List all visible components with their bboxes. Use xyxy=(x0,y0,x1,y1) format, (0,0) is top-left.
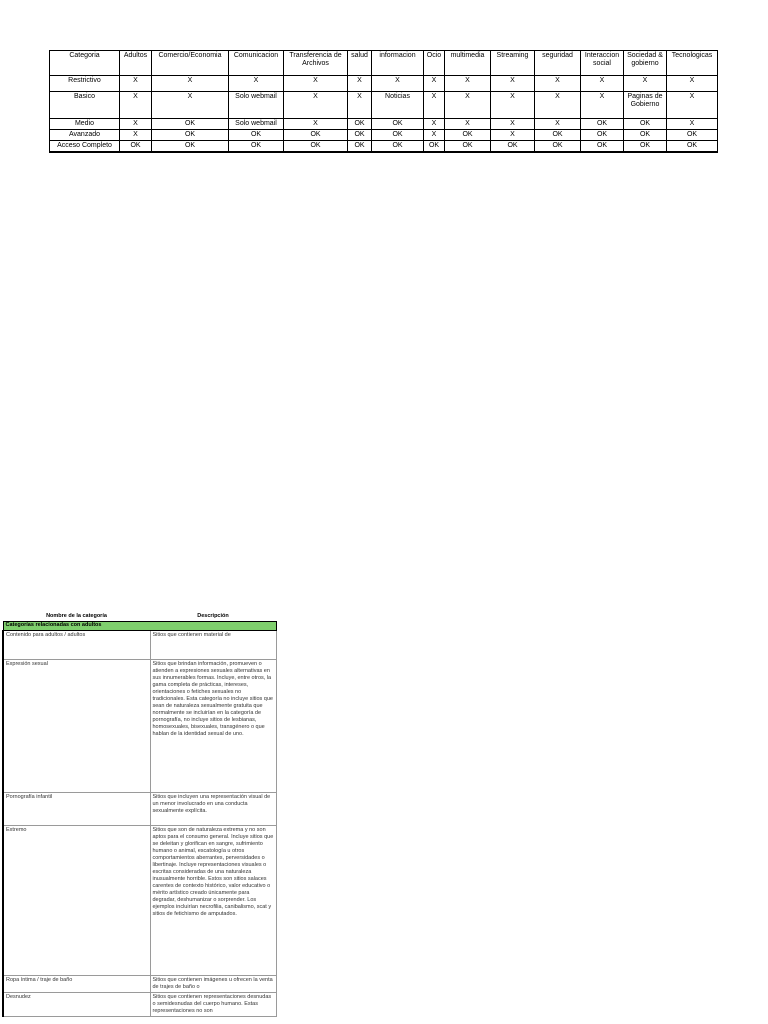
access-matrix-table xyxy=(49,50,718,153)
category-name: Desnudez xyxy=(3,993,150,1017)
matrix-cell: X xyxy=(667,92,718,119)
matrix-cell: X xyxy=(284,76,348,92)
matrix-cell: X xyxy=(372,76,424,92)
matrix-cell: X xyxy=(424,130,445,141)
matrix-header-cell: Comunicacion xyxy=(229,51,284,76)
matrix-cell: OK xyxy=(152,130,229,141)
matrix-cell: OK xyxy=(229,141,284,153)
matrix-cell: OK xyxy=(424,141,445,153)
category-description: Sitios que contienen material de xyxy=(150,631,276,660)
matrix-cell: OK xyxy=(372,119,424,130)
matrix-cell: OK xyxy=(372,130,424,141)
category-name: Contenido para adultos / adultos xyxy=(3,631,150,660)
matrix-header-cell: Sociedad & gobierno xyxy=(624,51,667,76)
matrix-cell: OK xyxy=(152,119,229,130)
matrix-cell: OK xyxy=(284,141,348,153)
matrix-cell: OK xyxy=(348,141,372,153)
matrix-row xyxy=(50,92,718,119)
matrix-cell: OK xyxy=(624,119,667,130)
category-row xyxy=(3,826,276,976)
category-description-table xyxy=(2,611,277,1017)
matrix-header-cell: seguridad xyxy=(535,51,581,76)
access-level-label: Avanzado xyxy=(50,130,120,141)
matrix-cell: X xyxy=(667,76,718,92)
matrix-cell: OK xyxy=(152,141,229,153)
matrix-cell: X xyxy=(120,92,152,119)
category-name: Ropa íntima / traje de baño xyxy=(3,976,150,993)
matrix-cell: OK xyxy=(284,130,348,141)
matrix-cell: X xyxy=(229,76,284,92)
category-row xyxy=(3,793,276,826)
matrix-cell: Paginas de Gobierno xyxy=(624,92,667,119)
matrix-header-cell: Transferencia de Archivos xyxy=(284,51,348,76)
category-name: Expresión sexual xyxy=(3,660,150,793)
matrix-cell: OK xyxy=(445,130,491,141)
matrix-header-cell: informacion xyxy=(372,51,424,76)
category-description: Sitios que son de naturaleza extrema y no son aptos para el consumo general. Incluye sitios que se deleitan y glorifican en sangre, sufrimiento humano o animal, escatología u otros comportamientos aberrantes, perversidades o libertinaje. Incluye representaciones visuales o escritas consideradas de una naturaleza inusualmente horrible. Estos son sitios salaces carentes de contexto histórico, valor educativo o mérito artístico creado únicamente para degradar, deshumanizar o sorprender. Los ejemplos incluirían necrofilia, canibalismo, scat y sitios de fetichismo de amputados. xyxy=(150,826,276,976)
matrix-cell: Solo webmail xyxy=(229,92,284,119)
matrix-header-cell: Comercio/Economia xyxy=(152,51,229,76)
category-description: Sitios que brindan información, promueven o atienden a expresiones sexuales alternativas en sus innumerables formas. Incluye, entre otros, la gama completa de prácticas, intereses, orientaciones o fetiches sexuales no tradicionales. Esta categoría no incluye sitios que sean de naturaleza sexualmente gratuita que normalmente se incluirían en la categoría de pornografía, no incluye sitios de lesbianas, homosexuales, bisexuales, transgénero o que hablan de la identidad sexual de uno. xyxy=(150,660,276,793)
matrix-cell: X xyxy=(624,76,667,92)
matrix-cell: X xyxy=(535,76,581,92)
section-title: Categorías relacionadas con adultos xyxy=(3,622,276,631)
matrix-cell: X xyxy=(424,76,445,92)
matrix-cell: X xyxy=(152,76,229,92)
matrix-cell: OK xyxy=(535,130,581,141)
matrix-cell: OK xyxy=(445,141,491,153)
access-level-label: Basico xyxy=(50,92,120,119)
matrix-cell: OK xyxy=(581,141,624,153)
matrix-cell: X xyxy=(284,119,348,130)
access-level-label: Restrictivo xyxy=(50,76,120,92)
matrix-row xyxy=(50,76,718,92)
category-row xyxy=(3,976,276,993)
section-row xyxy=(3,622,276,631)
matrix-cell: X xyxy=(152,92,229,119)
matrix-cell: X xyxy=(445,76,491,92)
matrix-cell: OK xyxy=(372,141,424,153)
matrix-cell: X xyxy=(535,119,581,130)
matrix-cell: OK xyxy=(348,130,372,141)
matrix-cell: X xyxy=(445,92,491,119)
matrix-cell: X xyxy=(348,76,372,92)
category-description: Sitios que incluyen una representación visual de un menor involucrado en una conducta sexualmente explícita. xyxy=(150,793,276,826)
matrix-header-row xyxy=(50,51,718,76)
category-header-row xyxy=(3,611,276,622)
matrix-cell: X xyxy=(491,92,535,119)
matrix-header-cell: Interaccion social xyxy=(581,51,624,76)
matrix-cell: OK xyxy=(581,130,624,141)
matrix-cell: X xyxy=(120,76,152,92)
matrix-cell: OK xyxy=(667,130,718,141)
category-description: Sitios que contienen representaciones desnudas o semidesnudas del cuerpo humano. Estas representaciones no son xyxy=(150,993,276,1017)
category-name-header: Nombre de la categoría xyxy=(46,612,107,619)
matrix-cell: OK xyxy=(491,141,535,153)
matrix-row xyxy=(50,141,718,153)
matrix-cell: X xyxy=(424,119,445,130)
matrix-cell: X xyxy=(284,92,348,119)
matrix-cell: X xyxy=(581,92,624,119)
matrix-row xyxy=(50,119,718,130)
matrix-cell: Solo webmail xyxy=(229,119,284,130)
matrix-header-cell: Streaming xyxy=(491,51,535,76)
matrix-header-cell: Categoria xyxy=(50,51,120,76)
matrix-cell: OK xyxy=(581,119,624,130)
matrix-cell: OK xyxy=(229,130,284,141)
access-level-label: Medio xyxy=(50,119,120,130)
matrix-cell: X xyxy=(491,130,535,141)
category-row xyxy=(3,660,276,793)
matrix-cell: OK xyxy=(348,119,372,130)
matrix-cell: Noticias xyxy=(372,92,424,119)
matrix-header-cell: multimedia xyxy=(445,51,491,76)
matrix-header-cell: Ocio xyxy=(424,51,445,76)
matrix-cell: X xyxy=(120,130,152,141)
matrix-cell: OK xyxy=(667,141,718,153)
matrix-header-cell: Tecnologicas xyxy=(667,51,718,76)
matrix-cell: X xyxy=(445,119,491,130)
matrix-cell: X xyxy=(581,76,624,92)
category-body xyxy=(3,622,276,1017)
matrix-cell: X xyxy=(348,92,372,119)
matrix-body xyxy=(50,76,718,153)
matrix-cell: X xyxy=(424,92,445,119)
category-desc-header: Descripción xyxy=(197,612,229,619)
matrix-header-cell: salud xyxy=(348,51,372,76)
matrix-cell: X xyxy=(535,92,581,119)
category-row xyxy=(3,993,276,1017)
matrix-cell: X xyxy=(491,76,535,92)
category-description: Sitios que contienen imágenes u ofrecen la venta de trajes de baño o xyxy=(150,976,276,993)
category-row xyxy=(3,631,276,660)
matrix-cell: X xyxy=(667,119,718,130)
access-level-label: Acceso Completo xyxy=(50,141,120,153)
category-name: Extremo xyxy=(3,826,150,976)
matrix-cell: OK xyxy=(624,130,667,141)
matrix-cell: X xyxy=(120,119,152,130)
matrix-header-cell: Adultos xyxy=(120,51,152,76)
matrix-cell: X xyxy=(491,119,535,130)
matrix-cell: OK xyxy=(624,141,667,153)
matrix-cell: OK xyxy=(535,141,581,153)
category-name: Pornografía infantil xyxy=(3,793,150,826)
matrix-cell: OK xyxy=(120,141,152,153)
matrix-row xyxy=(50,130,718,141)
